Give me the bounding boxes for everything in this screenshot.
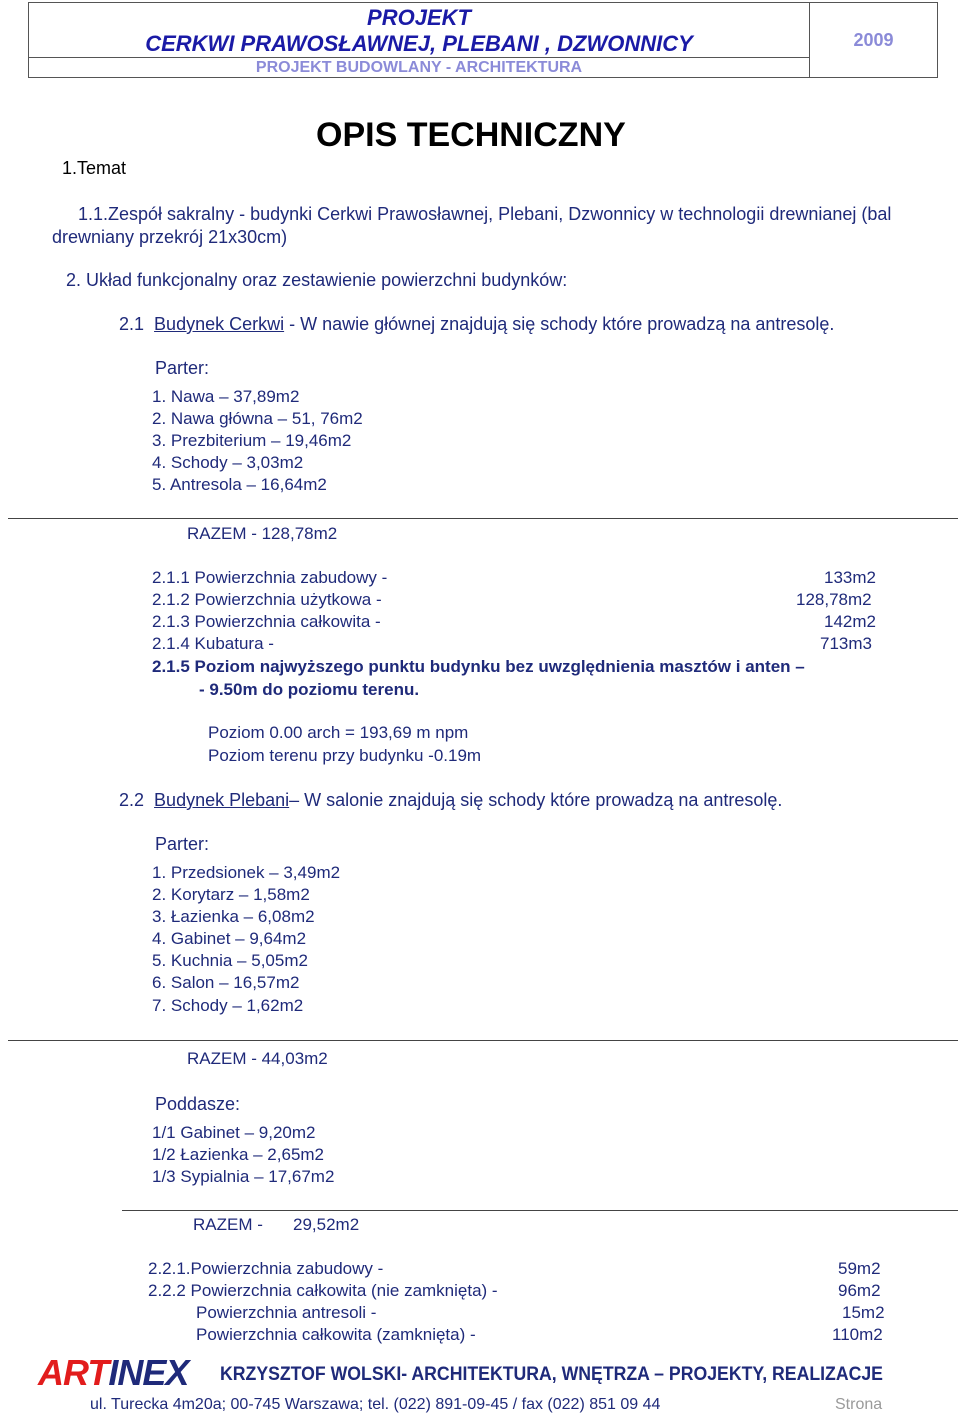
building-rectory-name: Budynek Plebani (154, 790, 290, 810)
footer-page-label: Strona (835, 1396, 883, 1413)
church-param-label: 2.1.2 Powierzchnia użytkowa - (152, 590, 382, 609)
footer-address: ul. Turecka 4m20a; 00-745 Warszawa; tel. (022) 891-09-45 / fax (022) 851 09 44 (90, 1396, 661, 1413)
rectory-attic-label: Poddasze: (155, 1094, 241, 1114)
document-header (28, 2, 938, 78)
header-title-block (29, 3, 810, 77)
rectory-param-label: 2.2.1.Powierzchnia zabudowy - (148, 1259, 384, 1278)
church-room-item: 5. Antresola – 16,64m2 (152, 475, 327, 494)
rectory-room-item: 4. Gabinet – 9,64m2 (152, 929, 307, 948)
rectory-param-value: 96m2 (838, 1281, 881, 1300)
rectory-param-label: 2.2.2 Powierzchnia całkowita (nie zamknięta) - (148, 1281, 498, 1300)
rectory-room-item: 6. Salon – 16,57m2 (152, 973, 300, 992)
section-1-1-line-2: drewniany przekrój 21x30cm) (52, 227, 288, 247)
church-room-item: 2. Nawa główna – 51, 76m2 (152, 409, 363, 428)
header-year: 2009 (853, 29, 894, 50)
section-1-1-line-1: 1.1.Zespół sakralny - budynki Cerkwi Prawosławnej, Plebani, Dzwonnicy w technologii drewnianej (bal (78, 204, 892, 224)
header-line-3: PROJEKT BUDOWLANY - ARCHITEKTURA (29, 57, 809, 78)
rectory-attic-room-item: 1/3 Sypialnia – 17,67m2 (152, 1167, 335, 1186)
rectory-room-item: 3. Łazienka – 6,08m2 (152, 907, 315, 926)
rectory-room-item: 2. Korytarz – 1,58m2 (152, 885, 310, 904)
rectory-room-item: 5. Kuchnia – 5,05m2 (152, 951, 308, 970)
divider-line (8, 518, 958, 519)
rectory-attic-total-value: 29,52m2 (293, 1215, 360, 1234)
header-line-1: PROJEKT (367, 5, 471, 30)
rectory-attic-room-item: 1/2 Łazienka – 2,65m2 (152, 1145, 325, 1164)
church-param-value: 128,78m2 (796, 590, 872, 609)
header-line-2: CERKWI PRAWOSŁAWNEJ, PLEBANI , DZWONNICY (145, 31, 693, 56)
logo-dark-part: INEX (108, 1352, 189, 1393)
church-height-line-2: - 9.50m do poziomu terenu. (199, 680, 420, 699)
church-room-item: 1. Nawa – 37,89m2 (152, 387, 300, 406)
church-level-2: Poziom terenu przy budynku -0.19m (208, 746, 482, 765)
church-param-value: 133m2 (824, 568, 876, 587)
rectory-attic-total-label: RAZEM - (193, 1215, 263, 1234)
document-title: OPIS TECHNICZNY (316, 116, 626, 154)
church-param-value: 142m2 (824, 612, 876, 631)
building-church-number: 2.1 (119, 314, 145, 334)
divider-line (8, 1040, 958, 1041)
rectory-room-item: 7. Schody – 1,62m2 (152, 996, 304, 1015)
church-ground-floor-label: Parter: (155, 358, 210, 378)
rectory-param-label: Powierzchnia antresoli - (196, 1303, 377, 1322)
rectory-ground-total: RAZEM - 44,03m2 (187, 1049, 328, 1068)
building-church-desc: - W nawie głównej znajdują się schody które prowadzą na antresolę. (284, 314, 835, 334)
rectory-ground-floor-label: Parter: (155, 834, 210, 854)
section-1-heading: 1.Temat (62, 158, 127, 178)
church-room-item: 3. Prezbiterium – 19,46m2 (152, 431, 352, 450)
section-2-heading: 2. Układ funkcjonalny oraz zestawienie powierzchni budynków: (66, 270, 568, 290)
rectory-param-value: 15m2 (842, 1303, 885, 1322)
church-total: RAZEM - 128,78m2 (187, 524, 338, 543)
church-room-item: 4. Schody – 3,03m2 (152, 453, 304, 472)
building-rectory-heading (119, 790, 782, 811)
footer-tagline: KRZYSZTOF WOLSKI- ARCHITEKTURA, WNĘTRZA – PROJEKTY, REALIZACJE (220, 1364, 883, 1385)
church-param-label: 2.1.3 Powierzchnia całkowita - (152, 612, 381, 631)
logo-red-part: ART (38, 1352, 109, 1393)
rectory-param-value: 59m2 (838, 1259, 881, 1278)
building-rectory-desc: – W salonie znajdują się schody które prowadzą na antresolę. (289, 790, 783, 810)
church-param-value: 713m3 (820, 634, 872, 653)
building-church-name: Budynek Cerkwi (154, 314, 285, 334)
church-param-label: 2.1.1 Powierzchnia zabudowy - (152, 568, 388, 587)
divider-line (122, 1210, 958, 1211)
artinex-logo (38, 1352, 188, 1394)
building-rectory-number: 2.2 (119, 790, 145, 810)
church-param-label: 2.1.4 Kubatura - (152, 634, 274, 653)
church-height-line-1: 2.1.5 Poziom najwyższego punktu budynku bez uwzględnienia masztów i anten – (152, 657, 805, 676)
rectory-room-item: 1. Przedsionek – 3,49m2 (152, 863, 341, 882)
building-church-heading (119, 314, 834, 335)
rectory-attic-room-item: 1/1 Gabinet – 9,20m2 (152, 1123, 316, 1142)
church-level-1: Poziom 0.00 arch = 193,69 m npm (208, 723, 469, 742)
rectory-param-label: Powierzchnia całkowita (zamknięta) - (196, 1325, 476, 1344)
rectory-param-value: 110m2 (832, 1325, 883, 1344)
